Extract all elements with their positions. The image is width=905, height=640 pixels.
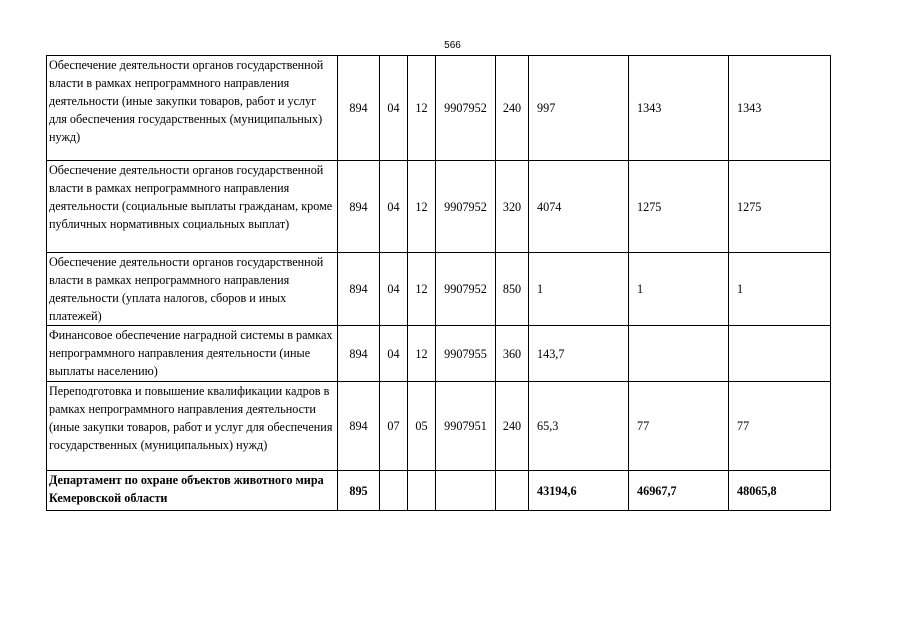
expense-type-code bbox=[496, 471, 529, 511]
subsection-code: 12 bbox=[408, 326, 436, 382]
section-code: 04 bbox=[380, 161, 408, 253]
section-code: 07 bbox=[380, 382, 408, 471]
amount-year-2: 46967,7 bbox=[629, 471, 729, 511]
section-code bbox=[380, 471, 408, 511]
amount-year-3: 1 bbox=[729, 253, 831, 326]
row-description: Финансовое обеспечение наградной системы в рамках непрограммного направления деятельности (иные выплаты населению) bbox=[47, 326, 338, 382]
row-description: Обеспечение деятельности органов государственной власти в рамках непрограммного направления деятельности (иные закупки товаров, работ и услуг для обеспечения государственных (муниципальных) нужд) bbox=[47, 56, 338, 161]
amount-year-3: 1343 bbox=[729, 56, 831, 161]
table-row-department-total bbox=[47, 471, 831, 511]
subsection-code bbox=[408, 471, 436, 511]
row-description: Переподготовка и повышение квалификации кадров в рамках непрограммного направления деятельности (иные закупки товаров, работ и услуг для обеспечения государственных (муниципальных) нужд) bbox=[47, 382, 338, 471]
ministry-code: 894 bbox=[338, 253, 380, 326]
amount-year-2: 1 bbox=[629, 253, 729, 326]
subsection-code: 12 bbox=[408, 56, 436, 161]
expense-type-code: 240 bbox=[496, 382, 529, 471]
page-number: 566 bbox=[444, 40, 461, 51]
row-description: Департамент по охране объектов животного мира Кемеровской области bbox=[47, 471, 338, 511]
table-row bbox=[47, 161, 831, 253]
target-article-code: 9907952 bbox=[436, 253, 496, 326]
amount-year-3: 1275 bbox=[729, 161, 831, 253]
expense-type-code: 850 bbox=[496, 253, 529, 326]
target-article-code: 9907952 bbox=[436, 161, 496, 253]
section-code: 04 bbox=[380, 253, 408, 326]
budget-table bbox=[46, 55, 831, 511]
target-article-code bbox=[436, 471, 496, 511]
table-row bbox=[47, 56, 831, 161]
subsection-code: 05 bbox=[408, 382, 436, 471]
expense-type-code: 320 bbox=[496, 161, 529, 253]
target-article-code: 9907952 bbox=[436, 56, 496, 161]
amount-year-3: 77 bbox=[729, 382, 831, 471]
table-row bbox=[47, 382, 831, 471]
amount-year-1: 143,7 bbox=[529, 326, 629, 382]
row-description: Обеспечение деятельности органов государственной власти в рамках непрограммного направления деятельности (социальные выплаты гражданам, кроме публичных нормативных социальных выплат) bbox=[47, 161, 338, 253]
expense-type-code: 240 bbox=[496, 56, 529, 161]
amount-year-1: 1 bbox=[529, 253, 629, 326]
row-description: Обеспечение деятельности органов государственной власти в рамках непрограммного направления деятельности (уплата налогов, сборов и иных платежей) bbox=[47, 253, 338, 326]
subsection-code: 12 bbox=[408, 161, 436, 253]
ministry-code: 894 bbox=[338, 326, 380, 382]
amount-year-3 bbox=[729, 326, 831, 382]
section-code: 04 bbox=[380, 56, 408, 161]
amount-year-2: 1275 bbox=[629, 161, 729, 253]
amount-year-1: 43194,6 bbox=[529, 471, 629, 511]
amount-year-1: 4074 bbox=[529, 161, 629, 253]
ministry-code: 894 bbox=[338, 161, 380, 253]
amount-year-3: 48065,8 bbox=[729, 471, 831, 511]
section-code: 04 bbox=[380, 326, 408, 382]
table-row bbox=[47, 253, 831, 326]
amount-year-2 bbox=[629, 326, 729, 382]
amount-year-1: 997 bbox=[529, 56, 629, 161]
ministry-code: 895 bbox=[338, 471, 380, 511]
target-article-code: 9907951 bbox=[436, 382, 496, 471]
amount-year-1: 65,3 bbox=[529, 382, 629, 471]
target-article-code: 9907955 bbox=[436, 326, 496, 382]
amount-year-2: 77 bbox=[629, 382, 729, 471]
subsection-code: 12 bbox=[408, 253, 436, 326]
expense-type-code: 360 bbox=[496, 326, 529, 382]
amount-year-2: 1343 bbox=[629, 56, 729, 161]
ministry-code: 894 bbox=[338, 56, 380, 161]
table-row bbox=[47, 326, 831, 382]
ministry-code: 894 bbox=[338, 382, 380, 471]
